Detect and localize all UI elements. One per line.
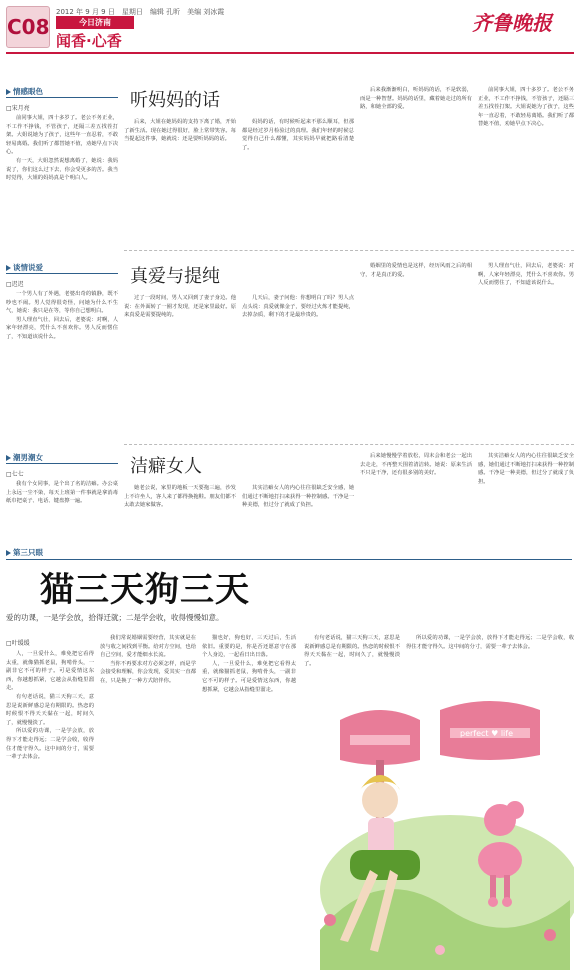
tag-underline bbox=[6, 463, 118, 464]
article-1-col-3: 妈妈的话，有时候听起来不那么顺耳，但那都是经过岁月检验过的真理。我们年轻的时候总觉得自己什么都懂，其实妈妈早就把路看清楚了。 bbox=[242, 119, 354, 151]
article-2-col-5: 男人理直气壮，回去后，老婆说：对啊，人家年轻漂亮，凭什么不喜欢你。男人反而愣住了，不知道该说什么。 bbox=[478, 263, 574, 287]
illustration bbox=[300, 700, 574, 970]
date-line: 2012 年 9 月 9 日 星期日 编辑 孔昕 美编 刘冰霞 bbox=[56, 8, 225, 16]
article-4-tag: 第三只眼 bbox=[6, 547, 47, 558]
hair-dryer-right bbox=[440, 701, 540, 760]
newspaper-brand: 齐鲁晚报 bbox=[472, 11, 552, 35]
triangle-icon bbox=[6, 550, 11, 556]
article-2-title: 真爱与提纯 bbox=[130, 266, 220, 287]
article-2-author: □迟迟 bbox=[6, 281, 24, 288]
article-4-author: □叶缓缓 bbox=[6, 640, 30, 647]
article-1-col-1: 前同事大姐，四十多岁了。老公不务正业，不工作不挣钱，不管孩子，还隔三差五找茬打架。大姐说她为了孩子，这些年一直忍着，不敢轻易离婚。我们听了都替她不值，劝她早点下决心。 有一天，大姐忽然说想离婚了，她说：我妈说了，你们这么过下去，你会受更多的苦。我当时觉得，大姐的妈妈真是个明白人。 bbox=[6, 115, 118, 182]
article-2-col-4: 婚姻里的爱情也是这样，经历风雨之后的相守，才是真正的爱。 bbox=[360, 263, 472, 278]
article-3-col-5: 其实洁癖女人的内心往往很缺乏安全感，她们通过不断地打扫来获得一种控制感。干净是一种美德，但过分了就成了负担。 bbox=[478, 453, 574, 485]
article-4-subtitle: 爱的功课，一是学会放，拾得迁就；二是学会收，收得慢慢如意。 bbox=[6, 613, 224, 622]
article-3-col-1: 我有个女同事，是个出了名的洁癖。办公桌上永远一尘不染，每天上班第一件事就是拿消毒纸巾把桌子、电话、键盘擦一遍。 bbox=[6, 481, 118, 505]
article-3-col-4: 后来她慢慢学着放松，周末会和老公一起出去走走，不再整天围着清洁转。她说：原来生活不只是干净，还有很多别的美好。 bbox=[360, 453, 472, 477]
article-4-col-1: 人，一旦爱什么，难免把它看得太重，就像猫抓老鼠，狗啃骨头，一副非它不可的样子。可是爱情这东西，你越想抓紧，它越会从指缝里溜走。 有句老话说，猫三天狗三天，意思是说新鲜感总是有期限的。热恋的时候恨不得天天黏在一起，时间久了，就慢慢淡了。 所以爱的功课，一是学会放，放得下才能走得远；二是学会收，收得住才能守得久。这中间的分寸，需要一辈子去体会。 bbox=[6, 651, 94, 761]
article-1-col-4: 后来我渐渐明白，听妈妈的话，不是软弱，而是一种智慧。妈妈的话里，藏着她走过的所有路，和她全部的爱。 bbox=[360, 87, 472, 111]
article-1-col-2: 后来，大姐在她妈妈的支持下离了婚，开始了新生活。现在她过得很好，脸上常带笑容。每当提起这件事，她就说：还是要听妈妈的话。 bbox=[124, 119, 236, 143]
page-number: C08 bbox=[6, 6, 50, 48]
article-4-col-2: 我们常说婚姻需要经营，其实就是在放与收之间找到平衡。给对方空间，也给自己空间，爱才能细水长流。 当你不再要求对方必须怎样，而是学会接受和理解，你会发现，爱其实一直都在，只是换了一种方式陪伴你。 bbox=[100, 635, 196, 684]
article-3-title: 洁癖女人 bbox=[130, 456, 202, 477]
article-4-title: 猫三天狗三天 bbox=[40, 570, 250, 610]
article-1-col-5: 前同事大姐，四十多岁了。老公不务正业，不工作不挣钱，不管孩子，还隔三差五找茬打架。大姐说她为了孩子，这些年一直忍着，不敢轻易离婚。我们听了都替她不值，劝她早点下决心。 bbox=[478, 87, 574, 128]
section-title: 闻香·心香 bbox=[56, 32, 122, 50]
article-4-col-4: 有句老话说，猫三天狗三天，意思是说新鲜感总是有期限的。热恋的时候恨不得天天黏在一起，时间久了，就慢慢淡了。 bbox=[304, 635, 400, 667]
article-3-tag: 潮男潮女 bbox=[6, 452, 43, 463]
section-rule bbox=[6, 559, 572, 560]
tag-underline bbox=[6, 97, 118, 98]
article-4-col-3: 猫也好，狗也好，三天过后，生活依旧。重要的是，你是否还愿意守在那个人身边，一起看日出日落。 人，一旦爱什么，难免把它看得太重，就像猫抓老鼠，狗啃骨头，一副非它不可的样子。可是爱情这东西，你越想抓紧，它越会从指缝里溜走。 bbox=[202, 635, 296, 693]
article-2-col-2: 过了一段时间，男人又回到了妻子身边。他说：在外面转了一圈才发现，还是家里最好。原来真爱是需要提纯的。 bbox=[124, 295, 236, 319]
triangle-icon bbox=[6, 89, 11, 95]
triangle-icon bbox=[6, 265, 11, 271]
article-1-author: □宋月亮 bbox=[6, 105, 30, 112]
sign-text: perfect ♥ life bbox=[460, 729, 514, 738]
divider bbox=[124, 250, 574, 251]
header-rule bbox=[6, 52, 574, 54]
banner: 今日济南 bbox=[56, 16, 134, 29]
article-3-col-3: 其实洁癖女人的内心往往很缺乏安全感，她们通过不断地打扫来获得一种控制感。干净是一种美德，但过分了就成了负担。 bbox=[242, 485, 354, 509]
article-3-author: □七七 bbox=[6, 471, 24, 478]
triangle-icon bbox=[6, 455, 11, 461]
article-2-col-3: 几天后，妻子问他：你想明白了吗？男人点点头说：真爱就像金子，要经过火炼才能提纯，去掉杂质，剩下的才是最珍贵的。 bbox=[242, 295, 354, 319]
article-1-tag: 情感眼色 bbox=[6, 86, 43, 97]
tag-underline bbox=[6, 273, 118, 274]
article-4-col-5: 所以爱的功课，一是学会放，放得下才能走得远；二是学会收，收得住才能守得久。这中间的分寸，需要一辈子去体会。 bbox=[406, 635, 574, 650]
article-2-tag: 谈情说爱 bbox=[6, 262, 43, 273]
article-1-title: 听妈妈的话 bbox=[130, 90, 220, 111]
article-2-col-1: 一个男人有了外遇，老婆出奇的镇静，既不吵也不闹。男人觉得很奇怪，问她为什么不生气，她说：我只是在等，等你自己想明白。 男人理直气壮，回去后，老婆说：对啊，人家年轻漂亮，凭什么不喜欢你。男人反而愣住了，不知道该说什么。 bbox=[6, 291, 118, 340]
article-3-col-2: 她老公说，家里的地板一天要拖三遍，沙发上不许坐人，客人来了都得换拖鞋。朋友们都不太敢去她家做客。 bbox=[124, 485, 236, 509]
divider bbox=[124, 444, 574, 445]
